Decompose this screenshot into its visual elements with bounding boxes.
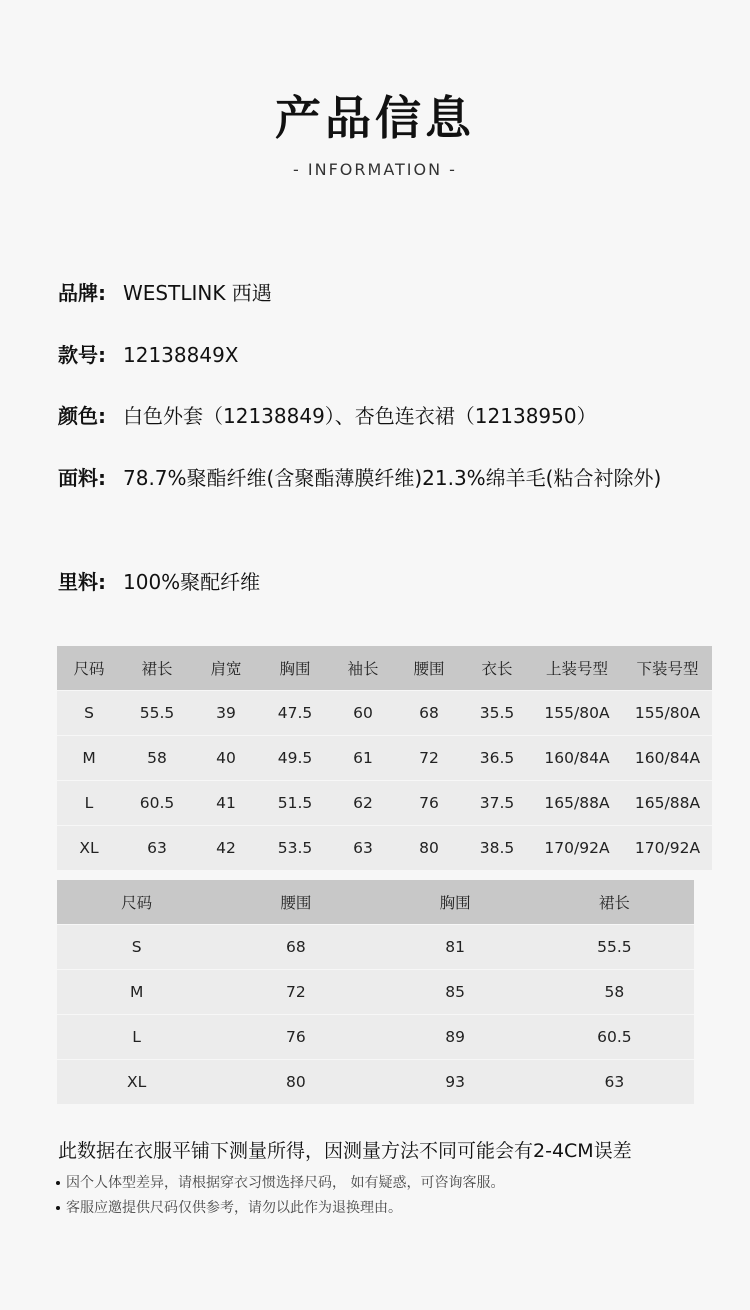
table-cell: 80 — [395, 826, 463, 871]
page-subtitle: - INFORMATION - — [293, 160, 457, 179]
note-item-text: 因个人体型差异，请根据穿衣习惯选择尺码， 如有疑惑，可咨询客服。 — [66, 1175, 505, 1191]
table-cell: 165/88A — [623, 781, 712, 826]
table-row — [57, 970, 694, 1015]
info-value: 100%聚配纤维 — [123, 570, 261, 594]
table-cell: 63 — [331, 826, 395, 871]
note-item — [56, 1198, 716, 1218]
page-title: 产品信息 — [275, 91, 475, 145]
table-cell: 170/92A — [623, 826, 712, 871]
table-cell: 40 — [193, 736, 259, 781]
table-cell: L — [57, 781, 121, 826]
col-header: 尺码 — [57, 646, 121, 691]
table-cell: 42 — [193, 826, 259, 871]
table-cell: 47.5 — [259, 691, 331, 736]
table-row — [57, 736, 712, 781]
measurement-note: 此数据在衣服平铺下测量所得，因测量方法不同可能会有2-4CM误差 — [58, 1140, 632, 1162]
table-cell: 38.5 — [463, 826, 531, 871]
col-header: 上装号型 — [531, 646, 623, 691]
table-cell: 155/80A — [531, 691, 623, 736]
col-header: 腰围 — [395, 646, 463, 691]
table-row — [57, 826, 712, 871]
table-cell: 155/80A — [623, 691, 712, 736]
table-cell: 58 — [535, 970, 694, 1015]
table-cell: 81 — [376, 925, 535, 970]
bullet-dot-icon — [56, 1181, 60, 1185]
col-header: 下装号型 — [623, 646, 712, 691]
table-cell: 80 — [216, 1060, 375, 1105]
table-cell: S — [57, 925, 216, 970]
col-header: 肩宽 — [193, 646, 259, 691]
table-cell: 61 — [331, 736, 395, 781]
table-cell: M — [57, 970, 216, 1015]
info-value: 12138849X — [123, 343, 239, 367]
table-cell: 72 — [395, 736, 463, 781]
table-row — [57, 1015, 694, 1060]
info-label: 款号: — [58, 343, 106, 367]
table-cell: 85 — [376, 970, 535, 1015]
table-cell: XL — [57, 1060, 216, 1105]
table-cell: 160/84A — [623, 736, 712, 781]
table-header-row — [57, 880, 694, 925]
info-value: WESTLINK 西遇 — [123, 281, 272, 305]
table-cell: 55.5 — [535, 925, 694, 970]
table-cell: 60 — [331, 691, 395, 736]
table-cell: 170/92A — [531, 826, 623, 871]
table-cell: 39 — [193, 691, 259, 736]
table-row — [57, 781, 712, 826]
table-cell: 35.5 — [463, 691, 531, 736]
col-header: 腰围 — [216, 880, 375, 925]
col-header: 胸围 — [376, 880, 535, 925]
table-cell: 76 — [395, 781, 463, 826]
table-cell: 51.5 — [259, 781, 331, 826]
table-row — [57, 691, 712, 736]
table-cell: 76 — [216, 1015, 375, 1060]
table-cell: 36.5 — [463, 736, 531, 781]
info-label: 颜色: — [58, 404, 106, 428]
info-value: 白色外套（12138849）、杏色连衣裙（12138950） — [123, 404, 597, 428]
table-cell: 160/84A — [531, 736, 623, 781]
col-header: 尺码 — [57, 880, 216, 925]
table-cell: 93 — [376, 1060, 535, 1105]
table-header-row — [57, 646, 712, 691]
info-label: 里料: — [58, 570, 106, 594]
table-cell: 62 — [331, 781, 395, 826]
table-cell: S — [57, 691, 121, 736]
note-item — [56, 1173, 716, 1193]
col-header: 裙长 — [535, 880, 694, 925]
info-value: 78.7%聚酯纤维(含聚酯薄膜纤维)21.3%绵羊毛(粘合衬除外) — [123, 466, 662, 490]
table-cell: 165/88A — [531, 781, 623, 826]
table-row — [57, 925, 694, 970]
table-cell: 37.5 — [463, 781, 531, 826]
col-header: 衣长 — [463, 646, 531, 691]
info-label: 面料: — [58, 466, 106, 490]
table-cell: M — [57, 736, 121, 781]
table-cell: L — [57, 1015, 216, 1060]
table-cell: 60.5 — [535, 1015, 694, 1060]
info-label: 品牌: — [58, 281, 106, 305]
table-cell: 89 — [376, 1015, 535, 1060]
table-cell: 63 — [121, 826, 193, 871]
table-cell: 68 — [395, 691, 463, 736]
col-header: 裙长 — [121, 646, 193, 691]
table-cell: 49.5 — [259, 736, 331, 781]
table-cell: 72 — [216, 970, 375, 1015]
col-header: 胸围 — [259, 646, 331, 691]
table-cell: 63 — [535, 1060, 694, 1105]
table-cell: 53.5 — [259, 826, 331, 871]
size-table-skirt — [57, 880, 694, 1104]
table-cell: 41 — [193, 781, 259, 826]
table-row — [57, 1060, 694, 1105]
table-cell: 60.5 — [121, 781, 193, 826]
table-cell: 68 — [216, 925, 375, 970]
size-table-set — [57, 646, 712, 870]
table-cell: 55.5 — [121, 691, 193, 736]
bullet-dot-icon — [56, 1206, 60, 1210]
table-cell: 58 — [121, 736, 193, 781]
note-item-text: 客服应邀提供尺码仅供参考，请勿以此作为退换理由。 — [66, 1200, 402, 1216]
col-header: 袖长 — [331, 646, 395, 691]
table-cell: XL — [57, 826, 121, 871]
